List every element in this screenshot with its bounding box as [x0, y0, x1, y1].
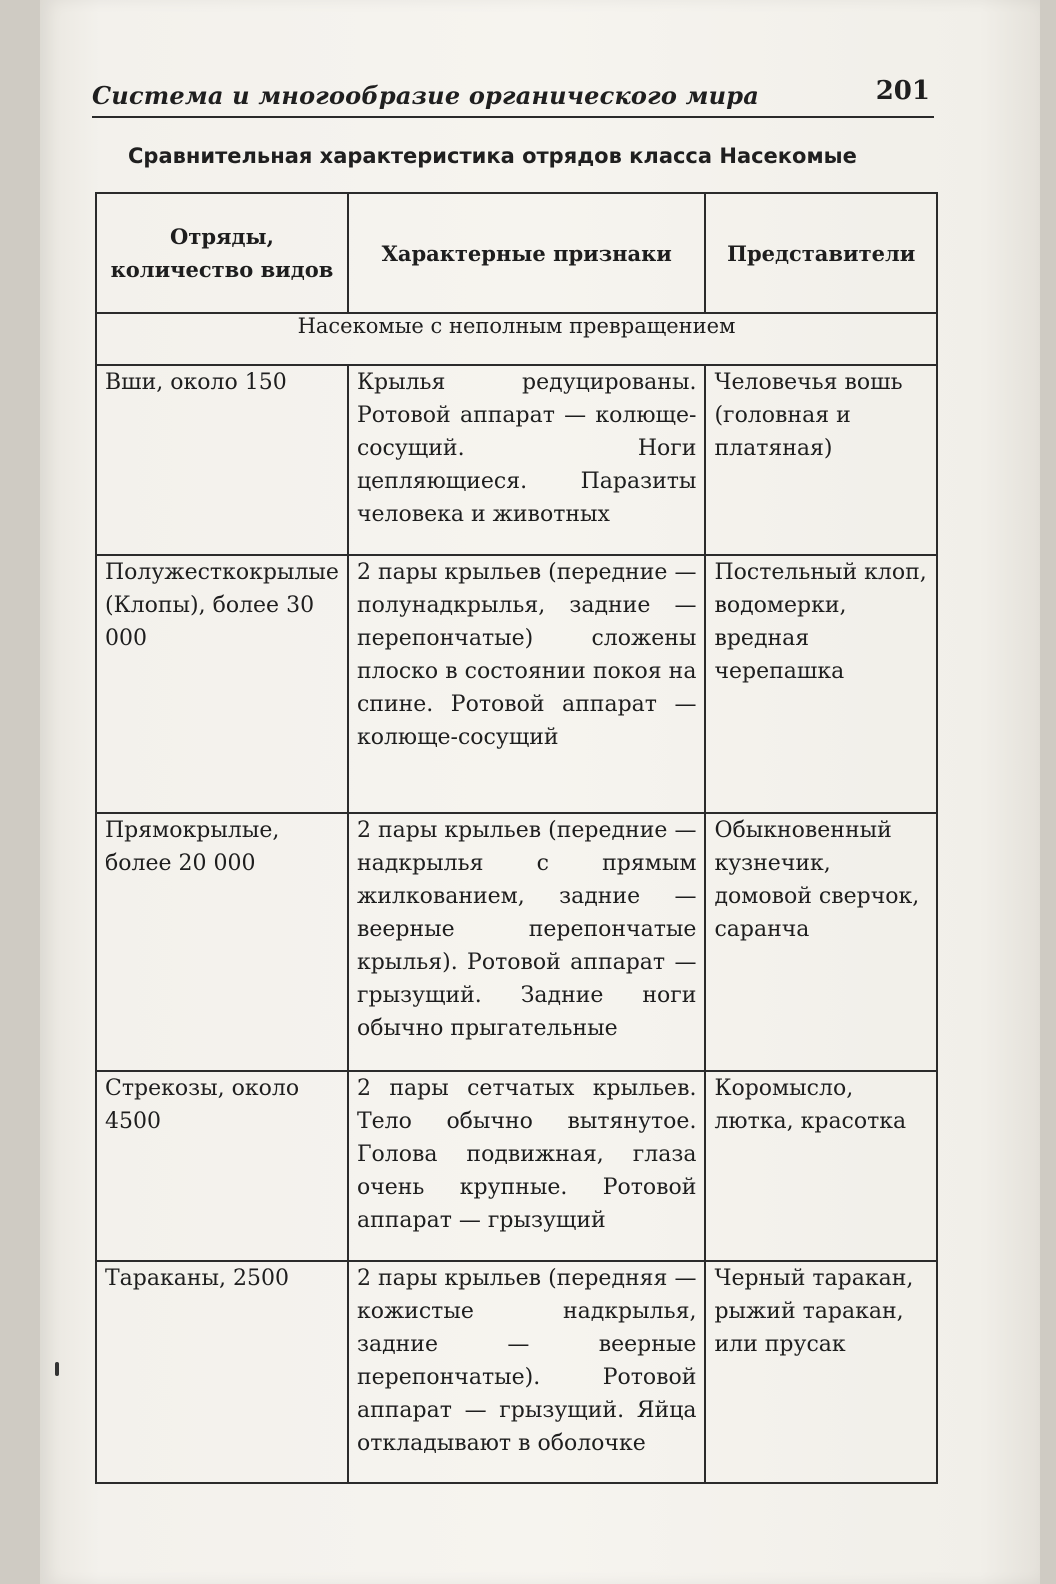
order-cell: Полужесткокрылые (Клопы), более 30 000	[96, 555, 348, 813]
section-row	[96, 313, 937, 365]
table-header-row	[96, 193, 937, 313]
order-cell: Стрекозы, около 4500	[96, 1071, 348, 1261]
section-title: Насекомые с неполным превращением	[96, 313, 937, 365]
table-row	[96, 813, 937, 1071]
column-header-traits: Характерные признаки	[348, 193, 706, 313]
column-header-orders: Отряды, количество видов	[96, 193, 348, 313]
table-row	[96, 365, 937, 555]
traits-cell: Крылья редуцированы. Ротовой аппарат — колюще-сосущий. Ноги цепляющиеся. Паразиты человека и животных	[348, 365, 706, 555]
column-header-representatives: Представители	[705, 193, 937, 313]
traits-cell: 2 пары крыльев (передние — полунадкрылья, задние — перепончатые) сложены плоско в состоянии покоя на спине. Ротовой аппарат — колюще-сосущий	[348, 555, 706, 813]
table-caption: Сравнительная характеристика отрядов класса Насекомые	[128, 144, 857, 168]
order-cell: Тараканы, 2500	[96, 1261, 348, 1483]
margin-mark	[55, 1362, 59, 1376]
representatives-cell: Постельный клоп, водомерки, вредная черепашка	[705, 555, 937, 813]
running-header	[92, 70, 934, 118]
table-row	[96, 1261, 937, 1483]
traits-cell: 2 пары крыльев (передние — надкрылья с прямым жилкованием, задние — веерные перепончатые крылья). Ротовой аппарат — грызущий. Задние ноги обычно прыгательные	[348, 813, 706, 1071]
order-cell: Прямокрылые, более 20 000	[96, 813, 348, 1071]
traits-cell: 2 пары сетчатых крыльев. Тело обычно вытянутое. Голова подвижная, глаза очень крупные. Ротовой аппарат — грызущий	[348, 1071, 706, 1261]
table-row	[96, 1071, 937, 1261]
traits-cell: 2 пары крыльев (передняя — кожистые надкрылья, задние — веерные перепончатые). Ротовой аппарат — грызущий. Яйца откладывают в оболочке	[348, 1261, 706, 1483]
representatives-cell: Коромысло, лютка, красотка	[705, 1071, 937, 1261]
page-number: 201	[875, 76, 930, 106]
representatives-cell: Обыкновенный кузнечик, домовой сверчок, саранча	[705, 813, 937, 1071]
table-row	[96, 555, 937, 813]
order-cell: Вши, около 150	[96, 365, 348, 555]
representatives-cell: Человечья вошь (головная и платяная)	[705, 365, 937, 555]
representatives-cell: Черный таракан, рыжий таракан, или прусак	[705, 1261, 937, 1483]
running-title: Система и многообразие органического мира	[92, 81, 759, 110]
insect-orders-table	[95, 192, 938, 1484]
